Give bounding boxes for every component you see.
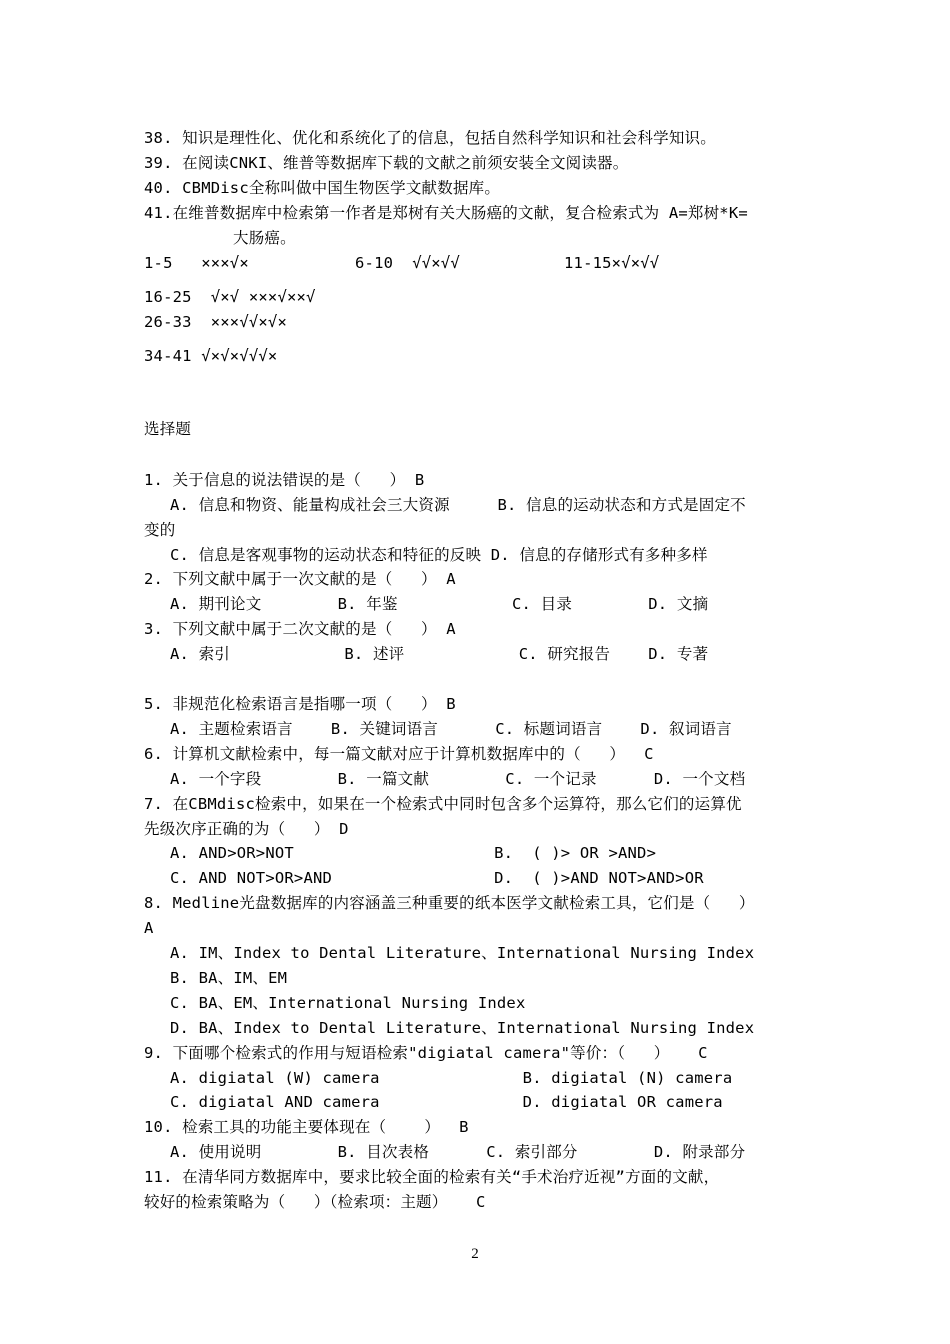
answers-6-10: 6-10 √√×√√ <box>355 254 460 272</box>
q10: 10. 检索工具的功能主要体现在（ ） B <box>144 1118 469 1136</box>
q6-options: A. 一个字段 B. 一篇文献 C. 一个记录 D. 一个文档 <box>170 770 746 788</box>
q7-options-ab: A. AND>OR>NOT B. ( )> OR >AND> <box>170 844 657 862</box>
q10-options: A. 使用说明 B. 目次表格 C. 索引部分 D. 附录部分 <box>170 1143 746 1161</box>
q6: 6. 计算机文献检索中，每一篇文献对应于计算机数据库中的（ ） C <box>144 745 654 763</box>
q11-cont: 较好的检索策略为（ ）（检索项：主题） C <box>144 1193 486 1211</box>
q8-option-d: D. BA、Index to Dental Literature、International Nursing Index <box>170 1019 755 1037</box>
q8-option-c: C. BA、EM、International Nursing Index <box>170 994 526 1012</box>
q2-options: A. 期刊论文 B. 年鉴 C. 目录 D. 文摘 <box>170 595 709 613</box>
q1-options-ab-cont: 变的 <box>144 521 176 539</box>
q7-cont: 先级次序正确的为（ ） D <box>144 820 349 838</box>
q7: 7. 在CBMdisc检索中，如果在一个检索式中同时包含多个运算符，那么它们的运算优 <box>144 795 742 813</box>
answers-11-15: 11-15×√×√√ <box>564 254 660 272</box>
page-number: 2 <box>471 1246 479 1262</box>
q9-options-cd: C. digiatal AND camera D. digiatal OR camera <box>170 1093 723 1111</box>
q8-option-a: A. IM、Index to Dental Literature、International Nursing Index <box>170 944 755 962</box>
q9: 9. 下面哪个检索式的作用与短语检索"digiatal camera"等价：（ ） C <box>144 1044 708 1062</box>
q11: 11. 在清华同方数据库中，要求比较全面的检索有关“手术治疗近视”方面的文献， <box>144 1168 720 1186</box>
q1: 1. 关于信息的说法错误的是（ ） B <box>144 471 425 489</box>
section-title: 选择题 <box>144 420 192 438</box>
q3-options: A. 索引 B. 述评 C. 研究报告 D. 专著 <box>170 645 709 663</box>
line-41: 41.在维普数据库中检索第一作者是郑树有关大肠癌的文献，复合检索式为 A=郑树*K= <box>144 204 748 222</box>
answers-16-25: 16-25 √×√ ×××√××√ <box>144 288 316 306</box>
q3: 3. 下列文献中属于二次文献的是（ ） A <box>144 620 456 638</box>
q8-option-b: B. BA、IM、EM <box>170 969 288 987</box>
q5: 5. 非规范化检索语言是指哪一项（ ） B <box>144 695 456 713</box>
q7-options-cd: C. AND NOT>OR>AND D. ( )>AND NOT>AND>OR <box>170 869 704 887</box>
answers-34-41: 34-41 √×√×√√√× <box>144 347 278 365</box>
q1-options-cd: C. 信息是客观事物的运动状态和特征的反映 D. 信息的存储形式有多种多样 <box>170 546 708 564</box>
line-41-cont: 大肠癌。 <box>233 229 296 247</box>
q2: 2. 下列文献中属于一次文献的是（ ） A <box>144 570 456 588</box>
answers-26-33: 26-33 ×××√√×√× <box>144 313 287 331</box>
line-38: 38. 知识是理性化、优化和系统化了的信息，包括自然科学知识和社会科学知识。 <box>144 129 716 147</box>
answers-1-5: 1-5 ×××√× <box>144 254 249 272</box>
line-40: 40. CBMDisc全称叫做中国生物医学文献数据库。 <box>144 179 501 197</box>
q8-answer: A <box>144 919 154 937</box>
q8: 8. Medline光盘数据库的内容涵盖三种重要的纸本医学文献检索工具，它们是（ ） <box>144 894 755 912</box>
q9-options-ab: A. digiatal (W) camera B. digiatal (N) camera <box>170 1069 733 1087</box>
q1-options-ab: A. 信息和物资、能量构成社会三大资源 B. 信息的运动状态和方式是固定不 <box>170 496 746 514</box>
line-39: 39. 在阅读CNKI、维普等数据库下载的文献之前须安装全文阅读器。 <box>144 154 629 172</box>
q5-options: A. 主题检索语言 B. 关键词语言 C. 标题词语言 D. 叙词语言 <box>170 720 732 738</box>
